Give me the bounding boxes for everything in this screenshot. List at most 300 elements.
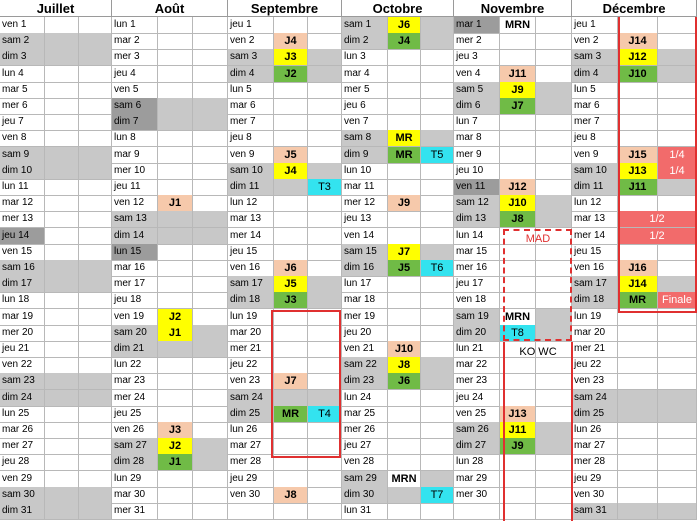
day-label: jeu 1 [228, 17, 274, 34]
event-cell [536, 66, 572, 83]
day-label: dim 3 [0, 49, 45, 66]
day-label: jeu 17 [454, 276, 500, 293]
event-badge: MRN [500, 17, 536, 34]
event-cell [421, 373, 454, 390]
day-label: mer 5 [342, 82, 388, 99]
event-cell [308, 292, 342, 309]
event-cell [658, 471, 697, 488]
event-cell [158, 66, 193, 83]
event-cell [274, 422, 308, 439]
day-label: lun 5 [228, 82, 274, 99]
event-cell [45, 130, 79, 147]
day-label: jeu 15 [572, 244, 618, 261]
month-header-3: Octobre [342, 0, 454, 17]
event-cell [193, 66, 228, 83]
event-cell [79, 341, 112, 358]
event-cell [536, 179, 572, 196]
event-cell [193, 49, 228, 66]
event-cell [388, 114, 421, 131]
event-cell [536, 406, 572, 423]
event-cell [536, 373, 572, 390]
day-label: mar 19 [0, 309, 45, 326]
event-badge: T7 [421, 487, 454, 504]
day-label: dim 31 [0, 503, 45, 520]
event-cell [274, 98, 308, 115]
day-label: jeu 6 [342, 98, 388, 115]
event-badge: J5 [388, 260, 421, 277]
event-cell [308, 82, 342, 99]
event-cell [45, 244, 79, 261]
day-label: lun 26 [228, 422, 274, 439]
day-label: ven 9 [228, 147, 274, 164]
day-label: mar 23 [112, 373, 158, 390]
day-label: sam 24 [228, 390, 274, 407]
event-cell [308, 33, 342, 50]
event-cell [500, 33, 536, 50]
day-label: dim 17 [0, 276, 45, 293]
event-cell [79, 325, 112, 342]
day-label: dim 4 [572, 66, 618, 83]
month-header-1: Août [112, 0, 228, 17]
event-cell [308, 309, 342, 326]
event-cell [193, 503, 228, 520]
event-cell [158, 228, 193, 245]
event-cell [500, 114, 536, 131]
event-badge: J16 [618, 260, 658, 277]
month-header-4: Novembre [454, 0, 572, 17]
event-cell [45, 211, 79, 228]
event-cell [193, 487, 228, 504]
day-label: sam 2 [0, 33, 45, 50]
event-cell [388, 179, 421, 196]
event-cell [388, 390, 421, 407]
event-cell [618, 195, 658, 212]
event-cell [308, 98, 342, 115]
event-badge: J12 [500, 179, 536, 196]
day-label: dim 11 [228, 179, 274, 196]
day-label: mar 15 [454, 244, 500, 261]
event-cell [193, 454, 228, 471]
event-cell [536, 147, 572, 164]
event-cell [79, 309, 112, 326]
event-cell [79, 438, 112, 455]
event-cell [618, 309, 658, 326]
event-badge: T5 [421, 147, 454, 164]
event-badge: J9 [500, 438, 536, 455]
event-cell [79, 211, 112, 228]
day-label: sam 17 [572, 276, 618, 293]
event-cell [658, 17, 697, 34]
event-cell [308, 260, 342, 277]
event-cell [79, 373, 112, 390]
day-label: dim 30 [342, 487, 388, 504]
event-cell [193, 471, 228, 488]
day-label: ven 1 [0, 17, 45, 34]
event-cell [388, 228, 421, 245]
event-cell [45, 406, 79, 423]
day-label: lun 17 [342, 276, 388, 293]
event-cell [658, 438, 697, 455]
event-badge: J1 [158, 325, 193, 342]
event-cell [274, 244, 308, 261]
day-label: lun 11 [0, 179, 45, 196]
event-cell [79, 357, 112, 374]
event-cell [79, 49, 112, 66]
day-label: ven 22 [0, 357, 45, 374]
day-label: jeu 7 [0, 114, 45, 131]
day-label: jeu 15 [228, 244, 274, 261]
event-cell [658, 276, 697, 293]
event-cell [193, 309, 228, 326]
day-label: ven 8 [0, 130, 45, 147]
event-cell [308, 454, 342, 471]
event-cell [308, 373, 342, 390]
event-cell [658, 373, 697, 390]
day-label: ven 16 [572, 260, 618, 277]
event-cell [500, 130, 536, 147]
day-label: dim 16 [342, 260, 388, 277]
day-label: dim 25 [228, 406, 274, 423]
event-cell [658, 422, 697, 439]
event-cell [500, 390, 536, 407]
day-label: lun 12 [228, 195, 274, 212]
event-cell [421, 17, 454, 34]
event-badge: J11 [618, 179, 658, 196]
day-label: sam 23 [0, 373, 45, 390]
event-cell [193, 292, 228, 309]
event-cell [308, 487, 342, 504]
event-badge: MRN [500, 309, 536, 326]
day-label: mar 18 [342, 292, 388, 309]
event-cell [308, 390, 342, 407]
event-cell [45, 309, 79, 326]
event-badge: J7 [388, 244, 421, 261]
event-cell [388, 211, 421, 228]
day-label: jeu 10 [454, 163, 500, 180]
event-badge: J3 [274, 49, 308, 66]
event-cell [274, 357, 308, 374]
event-cell [158, 114, 193, 131]
event-cell [536, 292, 572, 309]
event-cell [193, 98, 228, 115]
day-label: dim 21 [112, 341, 158, 358]
day-label: jeu 28 [0, 454, 45, 471]
event-cell [193, 244, 228, 261]
day-label: mer 24 [112, 390, 158, 407]
event-badge: J2 [274, 66, 308, 83]
day-label: jeu 22 [228, 357, 274, 374]
event-cell [388, 98, 421, 115]
day-label: mar 11 [342, 179, 388, 196]
day-label: mar 9 [112, 147, 158, 164]
event-cell [193, 260, 228, 277]
day-label: jeu 3 [454, 49, 500, 66]
event-cell [308, 49, 342, 66]
event-badge: J7 [274, 373, 308, 390]
day-label: sam 3 [228, 49, 274, 66]
event-badge: J14 [618, 33, 658, 50]
day-label: mer 27 [0, 438, 45, 455]
event-cell [421, 211, 454, 228]
event-cell [421, 33, 454, 50]
event-badge: J3 [274, 292, 308, 309]
event-cell [500, 292, 536, 309]
event-cell [193, 422, 228, 439]
event-cell [618, 244, 658, 261]
event-cell [45, 357, 79, 374]
event-cell [421, 503, 454, 520]
day-label: ven 21 [342, 341, 388, 358]
event-badge: J8 [274, 487, 308, 504]
event-cell [193, 325, 228, 342]
event-cell [618, 341, 658, 358]
day-label: mer 21 [572, 341, 618, 358]
day-label: ven 4 [454, 66, 500, 83]
day-label: sam 16 [0, 260, 45, 277]
event-cell [421, 406, 454, 423]
day-label: jeu 18 [112, 292, 158, 309]
day-label: mar 6 [228, 98, 274, 115]
event-cell [45, 471, 79, 488]
day-label: mer 21 [228, 341, 274, 358]
event-cell [500, 503, 536, 520]
day-label: mer 10 [112, 163, 158, 180]
event-cell [193, 211, 228, 228]
event-cell [658, 33, 697, 50]
event-cell [45, 17, 79, 34]
event-cell [421, 163, 454, 180]
semi-final-badge: 1/2 [618, 211, 697, 228]
event-cell [79, 195, 112, 212]
event-cell [658, 406, 697, 423]
event-cell [308, 325, 342, 342]
event-badge: J1 [158, 195, 193, 212]
event-cell [421, 114, 454, 131]
day-label: lun 18 [0, 292, 45, 309]
event-cell [79, 130, 112, 147]
event-cell [79, 66, 112, 83]
event-cell [193, 33, 228, 50]
day-label: mer 2 [454, 33, 500, 50]
day-label: lun 24 [342, 390, 388, 407]
event-cell [388, 454, 421, 471]
event-cell [536, 390, 572, 407]
event-cell [45, 292, 79, 309]
day-label: mar 30 [112, 487, 158, 504]
event-cell [536, 438, 572, 455]
event-cell [536, 211, 572, 228]
day-label: ven 26 [112, 422, 158, 439]
event-cell [421, 82, 454, 99]
event-cell [421, 390, 454, 407]
event-cell [193, 406, 228, 423]
day-label: mar 26 [0, 422, 45, 439]
event-cell [421, 228, 454, 245]
event-cell [308, 341, 342, 358]
event-cell [158, 357, 193, 374]
event-cell [158, 471, 193, 488]
day-label: lun 21 [454, 341, 500, 358]
event-cell [274, 503, 308, 520]
event-cell [79, 147, 112, 164]
event-cell [45, 260, 79, 277]
month-header-5: Décembre [572, 0, 697, 17]
event-badge: MR [388, 147, 421, 164]
day-label: mar 4 [342, 66, 388, 83]
day-label: mer 26 [342, 422, 388, 439]
day-label: ven 11 [454, 179, 500, 196]
day-label: mer 16 [454, 260, 500, 277]
event-cell [193, 195, 228, 212]
event-cell [308, 438, 342, 455]
event-cell [308, 503, 342, 520]
event-cell [193, 357, 228, 374]
event-badge: J1 [158, 454, 193, 471]
day-label: sam 17 [228, 276, 274, 293]
event-cell [308, 276, 342, 293]
event-cell [536, 114, 572, 131]
event-cell [658, 325, 697, 342]
event-cell [388, 325, 421, 342]
event-cell [158, 147, 193, 164]
event-cell [421, 454, 454, 471]
event-cell [193, 82, 228, 99]
event-cell [388, 292, 421, 309]
event-cell [536, 130, 572, 147]
day-label: mer 20 [0, 325, 45, 342]
event-cell [536, 487, 572, 504]
event-cell [158, 276, 193, 293]
event-cell [421, 438, 454, 455]
day-label: lun 26 [572, 422, 618, 439]
event-cell [274, 454, 308, 471]
day-label: mar 16 [112, 260, 158, 277]
day-label: ven 30 [572, 487, 618, 504]
event-cell [193, 228, 228, 245]
day-label: jeu 25 [112, 406, 158, 423]
day-label: jeu 29 [228, 471, 274, 488]
event-cell [536, 454, 572, 471]
event-cell [158, 373, 193, 390]
event-cell [45, 33, 79, 50]
day-label: sam 1 [342, 17, 388, 34]
event-cell [274, 309, 308, 326]
event-cell [308, 66, 342, 83]
event-cell [388, 438, 421, 455]
event-badge: J13 [500, 406, 536, 423]
day-label: dim 24 [0, 390, 45, 407]
month-header-0: Juillet [0, 0, 112, 17]
event-cell [618, 487, 658, 504]
event-cell [79, 98, 112, 115]
day-label: dim 13 [454, 211, 500, 228]
day-label: jeu 21 [0, 341, 45, 358]
event-cell [658, 309, 697, 326]
day-label: lun 25 [0, 406, 45, 423]
event-badge: J6 [388, 17, 421, 34]
month-header-2: Septembre [228, 0, 342, 17]
event-cell [500, 276, 536, 293]
event-cell [536, 422, 572, 439]
event-cell [421, 195, 454, 212]
event-cell [274, 438, 308, 455]
event-cell [421, 422, 454, 439]
day-label: dim 4 [228, 66, 274, 83]
event-cell [388, 82, 421, 99]
day-label: mar 22 [454, 357, 500, 374]
event-cell [388, 309, 421, 326]
event-cell [536, 163, 572, 180]
event-cell [658, 82, 697, 99]
event-badge: J3 [158, 422, 193, 439]
event-cell [388, 422, 421, 439]
event-cell [274, 471, 308, 488]
event-cell [45, 422, 79, 439]
day-label: ven 18 [454, 292, 500, 309]
event-badge: J14 [618, 276, 658, 293]
event-badge: J8 [500, 211, 536, 228]
event-cell [308, 422, 342, 439]
event-cell [308, 114, 342, 131]
event-badge: J7 [500, 98, 536, 115]
event-cell [308, 228, 342, 245]
day-label: mar 20 [572, 325, 618, 342]
event-cell [274, 179, 308, 196]
event-cell [45, 373, 79, 390]
day-label: dim 6 [454, 98, 500, 115]
event-cell [158, 49, 193, 66]
day-label: mar 1 [454, 17, 500, 34]
day-label: sam 8 [342, 130, 388, 147]
event-cell [658, 130, 697, 147]
day-label: dim 9 [342, 147, 388, 164]
day-label: lun 1 [112, 17, 158, 34]
event-badge: J10 [388, 341, 421, 358]
event-cell [536, 98, 572, 115]
event-cell [308, 211, 342, 228]
event-cell [79, 244, 112, 261]
day-label: jeu 29 [572, 471, 618, 488]
event-cell [79, 276, 112, 293]
day-label: sam 10 [228, 163, 274, 180]
event-cell [158, 292, 193, 309]
event-cell [421, 309, 454, 326]
event-cell [158, 33, 193, 50]
event-cell [536, 471, 572, 488]
event-cell [308, 357, 342, 374]
event-cell [274, 390, 308, 407]
ko-wc-label: KO WC [519, 346, 557, 358]
event-cell [45, 228, 79, 245]
event-cell [658, 454, 697, 471]
event-cell [658, 179, 697, 196]
event-cell [45, 325, 79, 342]
event-badge: J10 [500, 195, 536, 212]
day-label: dim 18 [572, 292, 618, 309]
day-label: dim 11 [572, 179, 618, 196]
day-label: lun 19 [572, 309, 618, 326]
event-badge: T4 [308, 406, 342, 423]
day-label: mar 25 [342, 406, 388, 423]
event-cell [500, 471, 536, 488]
mad-label: MAD [525, 233, 551, 245]
event-cell [618, 503, 658, 520]
event-cell [308, 163, 342, 180]
event-badge: J4 [274, 33, 308, 50]
day-label: ven 2 [228, 33, 274, 50]
event-cell [618, 357, 658, 374]
day-label: lun 29 [112, 471, 158, 488]
